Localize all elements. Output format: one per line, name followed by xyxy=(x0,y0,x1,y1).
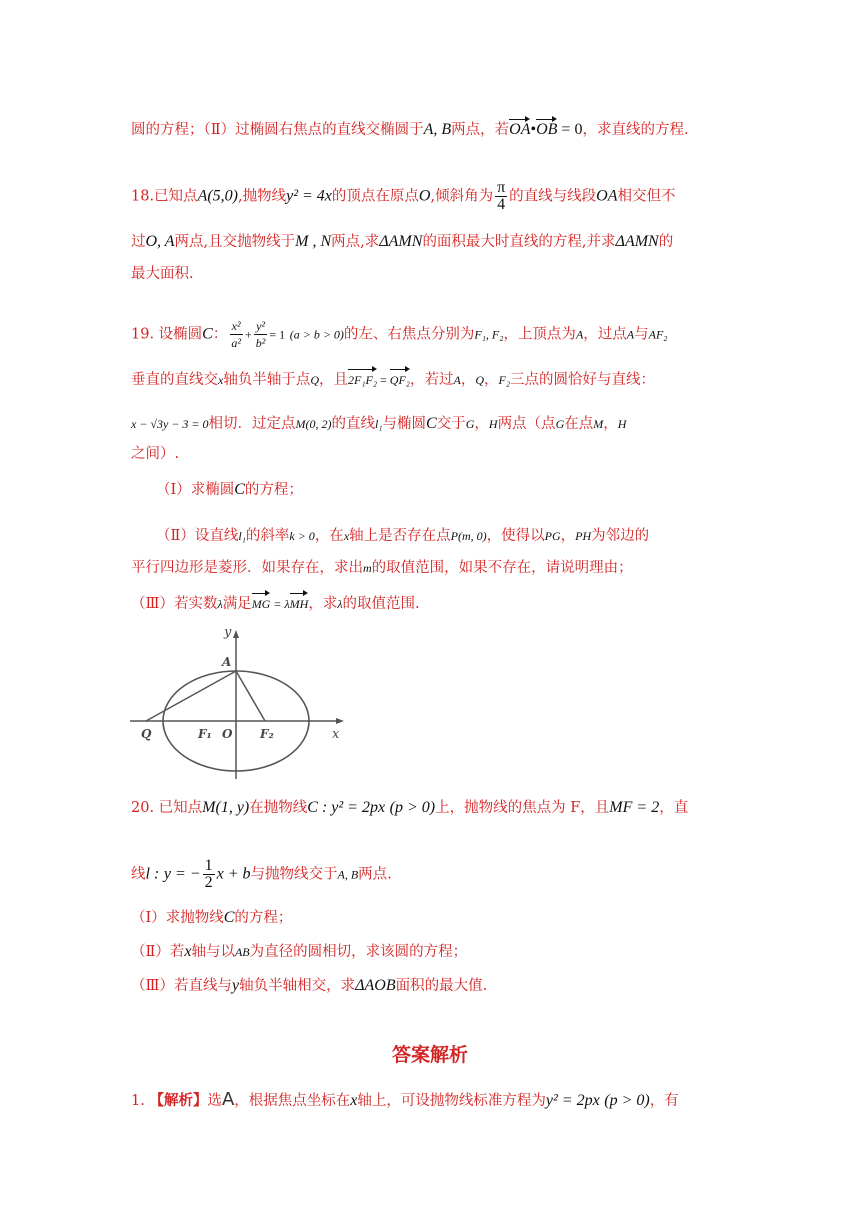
text: 的方程； xyxy=(244,482,303,498)
q17-continued-line xyxy=(131,120,731,140)
math-points-ab: A, B xyxy=(337,867,359,882)
text: 圆的方程；（Ⅱ）过椭圆右焦点的直线交椭圆于 xyxy=(131,122,424,138)
text: 的直线与线段 xyxy=(509,188,597,205)
math-x: x xyxy=(350,1092,358,1109)
text: 交于 xyxy=(436,416,466,432)
math-triangle: ΔAMN xyxy=(615,233,659,250)
plus-operator: + xyxy=(244,327,252,342)
text: ,抛物线 xyxy=(238,188,287,205)
text: 的面积最大时直线的方程,并求 xyxy=(422,234,616,250)
q18-line1 xyxy=(131,180,731,213)
label-a: A xyxy=(222,655,232,669)
math-condition: (p > 0) xyxy=(389,799,436,816)
fraction-numerator: π xyxy=(497,179,506,196)
label-f1: F₁ xyxy=(198,727,212,741)
vector-f1f2: 2F₁F₂ xyxy=(348,370,377,390)
math-points: A, B xyxy=(423,121,452,138)
fraction-pi-over-4 xyxy=(495,180,507,213)
text: 线 xyxy=(131,866,146,883)
text: 两点,且交抛物线于 xyxy=(174,234,296,250)
math-h: H xyxy=(617,417,627,431)
dot-operator: • xyxy=(530,121,537,138)
text: ，求 xyxy=(308,596,338,612)
text: ，有 xyxy=(649,1093,679,1109)
text: ，且 xyxy=(319,372,348,388)
fraction-one-half xyxy=(203,858,215,891)
math-mf: MF = 2 xyxy=(609,799,660,816)
text: 面积的最大值. xyxy=(395,978,488,994)
question-number: 19. 设椭圆 xyxy=(131,326,203,343)
math-f2: F₂ xyxy=(498,373,510,387)
text: 轴与以 xyxy=(191,944,235,960)
text: 垂直的直线交 xyxy=(131,372,218,388)
math-slope: k > 0 xyxy=(289,529,315,543)
segment-af2 xyxy=(236,671,265,721)
analysis-tag: 【解析】 xyxy=(149,1092,208,1109)
math-foci: F₁, F₂ xyxy=(474,327,504,342)
q20-part1 xyxy=(131,908,731,928)
text: ，上顶点为 xyxy=(503,326,576,343)
text: 的 xyxy=(658,234,674,250)
math-equals-zero: = 0 xyxy=(557,121,583,138)
math-parabola: C : y² = 2px xyxy=(307,799,386,816)
math-line-equation: x − √3y − 3 = 0 xyxy=(131,417,209,431)
text: 与抛物线交于 xyxy=(250,866,338,883)
math-segment-oa: OA xyxy=(596,187,618,205)
answers-title: 答案解析 xyxy=(391,1044,468,1066)
text: 的方程； xyxy=(234,910,293,926)
q19-line3 xyxy=(131,414,731,434)
fraction-denominator: 2 xyxy=(204,874,213,891)
text: ，过点 xyxy=(583,326,627,343)
vector-ob: OB xyxy=(536,121,558,138)
answer-choice: A xyxy=(221,1089,235,1110)
math-point-m: M(0, 2) xyxy=(295,417,332,431)
text: 为直径的圆相切，求该圆的方程； xyxy=(249,944,468,960)
x-axis-arrow-icon xyxy=(336,718,344,724)
q18-line2 xyxy=(131,232,731,252)
text: （Ⅰ）求抛物线 xyxy=(131,910,224,926)
fraction-denominator: 4 xyxy=(497,196,506,213)
text: 轴负半轴相交，求 xyxy=(239,978,356,994)
math-parabola: y² = 2px xyxy=(545,1092,600,1109)
math-lambda: λ xyxy=(217,597,223,611)
text: 为邻边的 xyxy=(591,528,650,544)
q19-part1 xyxy=(156,480,756,500)
math-condition: (a > b > 0) xyxy=(289,327,344,342)
math-m: M xyxy=(593,417,604,431)
text: ，求直线的方程. xyxy=(582,122,689,138)
math-condition: (p > 0) xyxy=(604,1092,650,1109)
text: 的直线 xyxy=(331,416,376,432)
math-x: x xyxy=(218,373,224,387)
text: （Ⅰ）求椭圆 xyxy=(156,482,235,498)
text: ， xyxy=(483,372,499,388)
text: ，直 xyxy=(659,800,689,816)
fraction-denominator: a² xyxy=(231,336,241,350)
text: 相切．过定点 xyxy=(208,416,296,432)
math-x: x xyxy=(184,943,192,960)
q19-part3 xyxy=(131,594,731,614)
math-lambda: λ xyxy=(337,597,343,611)
q20-line1 xyxy=(131,798,731,818)
text: 的取值范围. xyxy=(342,596,420,612)
ellipse-figure xyxy=(128,624,350,784)
text: 轴上是否存在点 xyxy=(349,528,451,544)
math-point-p: P(m, 0) xyxy=(450,529,487,543)
math-x: x xyxy=(343,529,350,543)
vector-mg: MG xyxy=(252,594,271,614)
text: ，若过 xyxy=(409,372,454,388)
text: ,倾斜角为 xyxy=(430,188,494,205)
math-line-l: l : xyxy=(145,865,160,883)
math-g: G xyxy=(555,417,565,431)
math-points-mn: M , N xyxy=(295,233,332,250)
text: ， xyxy=(460,372,476,388)
text: （Ⅱ）设直线 xyxy=(156,528,239,544)
text: ，在 xyxy=(314,528,344,544)
math-parabola: y² = 4x xyxy=(286,187,332,205)
text: 的取值范围，如果不存在，请说明理由； xyxy=(371,560,633,576)
math-q: Q xyxy=(475,373,484,387)
q19-line4 xyxy=(131,444,731,464)
q18-line3 xyxy=(131,264,731,284)
math-point-m: M(1, y) xyxy=(202,799,250,816)
q19-part2-line2 xyxy=(131,558,731,578)
fraction-numerator: y² xyxy=(256,319,265,333)
math-equals-lambda: = λ xyxy=(270,597,290,611)
math-triangle: ΔAMN xyxy=(379,233,423,250)
fraction-y2-b2 xyxy=(254,318,268,351)
math-c: C xyxy=(426,415,437,432)
math-line-l1: l₁ xyxy=(375,417,383,431)
math-g: G xyxy=(465,417,475,431)
q20-part3 xyxy=(131,976,731,996)
q20-part2 xyxy=(131,942,731,962)
math-c: C xyxy=(223,909,235,926)
fraction-x2-a2 xyxy=(229,318,243,351)
q20-line2 xyxy=(131,858,731,891)
fraction-denominator: b² xyxy=(255,336,266,350)
answer-number: 1. xyxy=(131,1093,145,1109)
text: ，使得以 xyxy=(486,528,545,544)
text: 在抛物线 xyxy=(249,800,308,816)
math-ab: AB xyxy=(234,945,250,959)
math-equals-one: = 1 xyxy=(269,327,286,342)
text: ， xyxy=(560,528,576,544)
math-triangle-aob: ΔAOB xyxy=(355,977,396,994)
math-a: A xyxy=(626,327,635,342)
text: 三点的圆恰好与直线： xyxy=(510,372,655,388)
math-c: C xyxy=(202,325,213,343)
math-ph: PH xyxy=(575,529,592,543)
segment-qa xyxy=(146,671,236,721)
math-a: A xyxy=(575,327,584,342)
text: 与椭圆 xyxy=(382,416,427,432)
text: 两点（点 xyxy=(497,416,556,432)
math-pg: PG xyxy=(544,529,561,543)
math-origin: O xyxy=(418,187,431,205)
y-axis-arrow-icon xyxy=(233,630,239,638)
text: 轴负半轴于点 xyxy=(223,372,311,388)
text: 平行四边形是菱形．如果存在，求出 xyxy=(131,560,363,576)
text: 相交但不 xyxy=(617,188,676,205)
text: ， xyxy=(603,416,618,432)
text: 与 xyxy=(634,326,649,343)
q19-line1 xyxy=(131,318,731,351)
text: 的斜率 xyxy=(245,528,290,544)
text: 选 xyxy=(207,1093,222,1109)
math-points-oa: O, A xyxy=(145,233,175,250)
label-y: y xyxy=(224,625,232,640)
text: ： xyxy=(212,326,228,343)
math-m: m xyxy=(363,561,372,575)
text: 过 xyxy=(131,234,146,250)
text: 在点 xyxy=(564,416,594,432)
text: 两点,求 xyxy=(331,234,380,250)
equals: = xyxy=(377,373,390,387)
math-point-a: A(5,0) xyxy=(197,187,238,205)
text: （Ⅱ）若 xyxy=(131,944,185,960)
question-number: 18.已知点 xyxy=(131,188,198,205)
text: 的顶点在原点 xyxy=(331,188,419,205)
label-f2: F₂ xyxy=(260,727,274,741)
text: （Ⅲ）若直线与 xyxy=(131,978,232,994)
text: 两点. xyxy=(358,866,392,883)
math-line-l1: l₁ xyxy=(238,529,246,543)
math-c: C xyxy=(234,481,245,498)
q19-part2-line1 xyxy=(156,526,756,546)
text: 轴上，可设抛物线标准方程为 xyxy=(357,1093,546,1109)
text: 之间）. xyxy=(131,446,180,462)
text: ， xyxy=(474,416,489,432)
vector-mh: MH xyxy=(290,594,309,614)
text: 的左、右焦点分别为 xyxy=(343,326,475,343)
fraction-numerator: x² xyxy=(231,319,241,333)
label-o: O xyxy=(222,727,233,741)
math-af2: AF₂ xyxy=(648,327,668,342)
text: 上，抛物线的焦点为 F，且 xyxy=(435,800,610,816)
fraction-numerator: 1 xyxy=(204,857,213,874)
answer-1-line xyxy=(131,1090,731,1111)
text: ，根据焦点坐标在 xyxy=(234,1093,351,1109)
text: （Ⅲ）若实数 xyxy=(131,596,218,612)
math-y: y xyxy=(231,977,240,994)
vector-qf2: QF₂ xyxy=(390,370,410,390)
text: 满足 xyxy=(222,596,252,612)
label-x: x xyxy=(332,727,340,742)
math-x-plus-b: x + b xyxy=(216,865,251,883)
math-q: Q xyxy=(310,373,319,387)
text: 最大面积. xyxy=(131,266,194,282)
question-number: 20. 已知点 xyxy=(131,800,203,816)
vector-oa: OA xyxy=(509,121,531,138)
math-y-equals: y = − xyxy=(163,865,201,883)
math-h: H xyxy=(488,417,498,431)
math-a: A xyxy=(453,373,461,387)
text: 两点，若 xyxy=(451,122,510,138)
label-q: Q xyxy=(141,727,152,741)
q19-line2 xyxy=(131,370,731,390)
